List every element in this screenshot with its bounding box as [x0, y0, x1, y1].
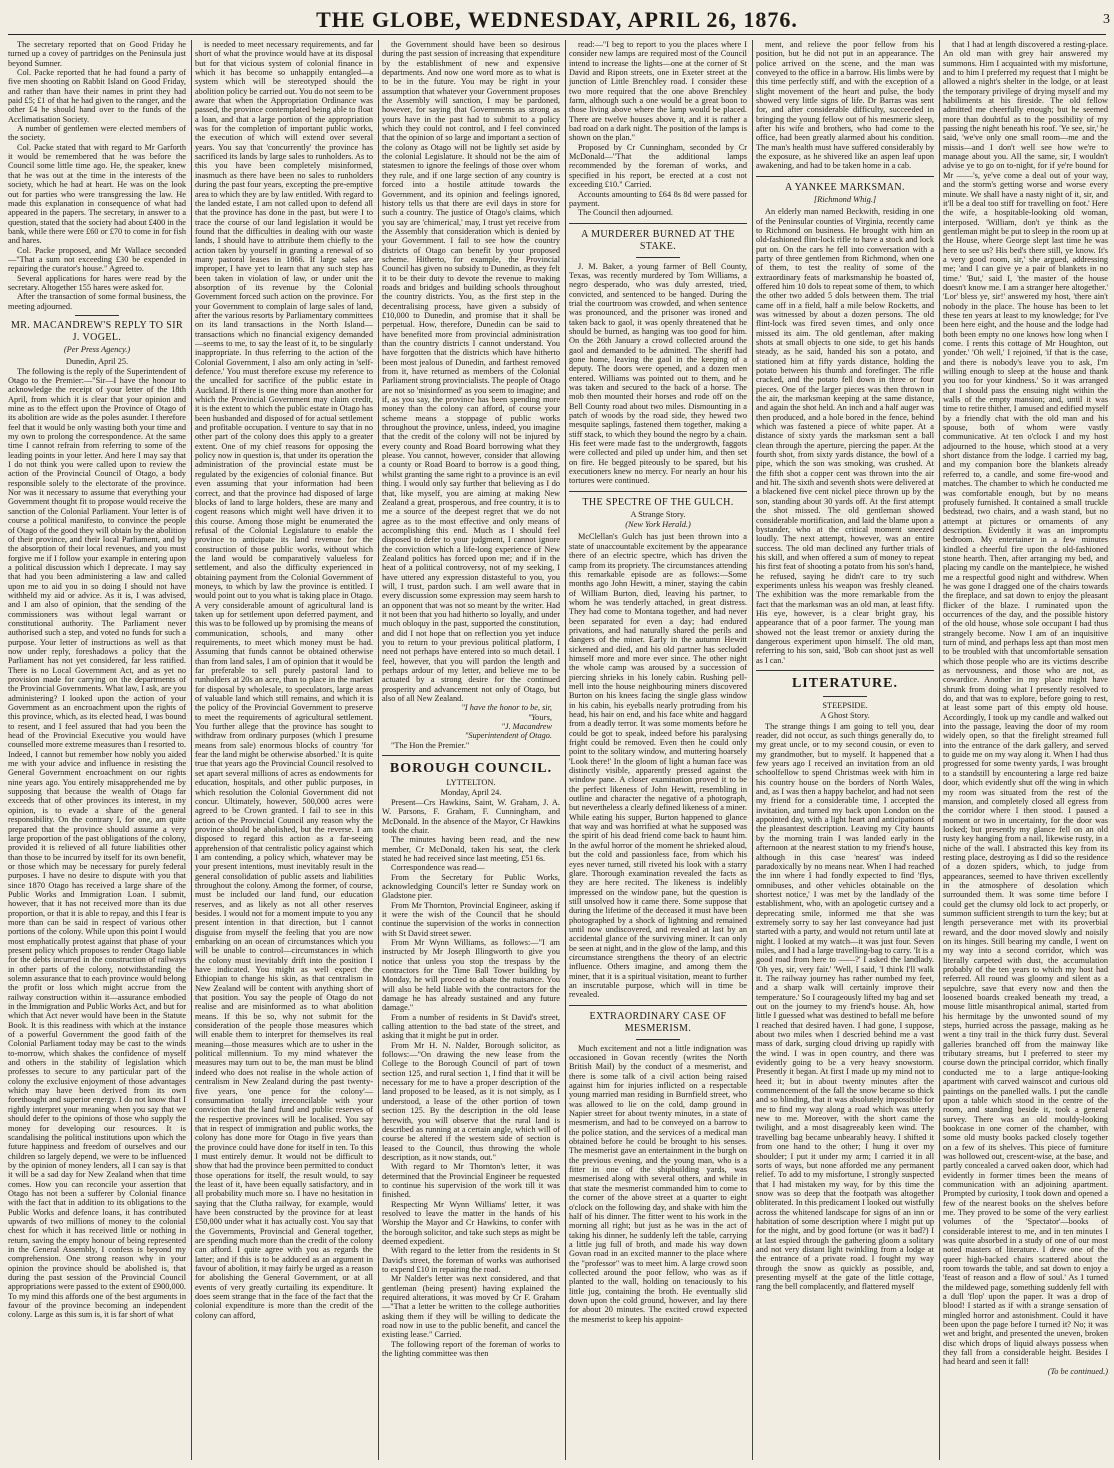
headline-mesmerism: EXTRAORDINARY CASE OF MESMERISM.	[589, 1010, 727, 1034]
byline: (New York Herald.)	[625, 520, 691, 530]
paragraph: The following is the reply of the Superintendent of Otago to the Premier:—"Sir—I have the honour to acknowledge the receipt of your letter of the 18th April, from which it is clear that your opinion and mine as to the effect upon the Province of Otago of its abolition are wide as the poles asunder. I therefore feel that it would be only wasting both your time and my own to prolong the correspondence. At the same time I cannot refrain from referring to some of the leading points in your letter. And here I may say that I do not think you were called upon to review the action of the Provincial Council of Otago, a body responsible solely to the electorate of the province. Nor was it necessary to assume that everything your Government thought fit to propose would receive the sanction of the Colonial Parliament. Your letter is of course a political manifesto, to convince the people of Otago of the good they will obtain by the abolition of their province, and their local Parliament, and by the absorption of their local revenues, and you must forgive me if I follow your example in entering upon a political discussion which I deprecate. I may say that had you been administering a law and called upon me to aid you in so doing I should not have withheld my aid or advice. As it is, I was advised, and I am also of opinion, that the sending of the commissioners was without legal warrant or constitutional authority. The Parliament never authorised such a step, and voted no funds for such a purpose. Your letter of instructions as well as that now under reply, foreshadows a policy that the Parliament has not yet considered, far less ratified. There is no Local Government Act, and as yet no provision made for carrying on the departments of the Provincial Governments. What law, I ask, are you administering? I looked upon the action of your Government as an encroachment upon the rights of this province, which, as its elected head, I was bound to resent, and I feel assured that had you been the head of the Provincial Executive you would have counselled more extreme measures than I resorted to. Indeed, I cannot but remember how nobly you aided me with your advice and influence in resisting the General Government encroachment on our rights nine years ago. You entirely misapprehended me by supposing that because the wealth of Otago far exceeds that of other provinces its interest, in my opinion, is to evade a share of the general responsibility. On the contrary I, for one, am quite prepared that the province should assume a very large proportion of the past obligations of the colony, provided it is relieved of all future liabilities other than those to be incurred by itself for its own benefit, or those which may be necessary for purely federal purposes. I have no desire to dispute with you that since 1870 Otago has received a large share of the Public Works and Immigration Loan. I submit, however, that it has not received more than its due proportion, or that it is able to repay, and this I fear is more than can be said in respect of various other portions of the colony. While upon this point I would most emphatically protest against that phase of your present policy which proposes to render Otago liable for the debts incurred in the construction of railways in other parts of the colony, notwithstanding the solemn assurance that to each province would belong the profit or loss which might accrue from the railway construction within it—assurance embodied in the Immigration and Public Works Act, and but for which that Act never would have been in the Statute Book. It is this readiness with which at the instance of a powerful Government the good faith of the Colonial Parliament today may be cast to the winds to-morrow, which shakes the confidence of myself and others in the stability of legislation which professes to secure to any particular part of the colony the exclusive enjoyment of those advantages which may have been derived from its own forethought and superior energy. I do not know that I rightly interpret your meaning when you say that we should defer to the opinions of those who supply the money for developing our resources. It is scandalising the political institutions upon which the future happiness and freedom of ourselves and our children so largely depend, we were to be influenced by the opinion of money lenders, all I can say is that it will be a sad day for New Zealand when that time comes. How you can reconcile your assertion that Otago has not been a sufferer by Colonial finance with the fact that in addition to its obligations to the Public Works and defence loans, it has contributed upwards of two millions of money to the colonial chest for which it has received little or nothing in return, saving the empty honour of being represented in the General Assembly, I confess is beyond my comprehension. One strong reason why in your opinion the province should be abolished is, that during the past session of the Provincial Council appropriations were passed to the extent of £900,000. To my mind this affords one of the best arguments in favour of the province becoming an independent colony. Large as this sum is, it is far short of what	[8, 366, 186, 1320]
column-rule	[565, 40, 566, 1460]
paragraph: is needed to meet necessary requirements, and far short of what the province would have at its disposal but for that vicious system of colonial finance in which it has become so unhappily entangled—a system which will be stereotyped should the abolition policy be carried out. You do not seem to be aware that when the Appropriation Ordinance was passed, the province contemplated being able to float a loan, and that a large portion of the appropriation was for the completion of important public works, the execution of which will extend over several years. You say that 'concurrently' the province has sacrificed its lands by large sales to runholders. As to this you have been completely misinformed, inasmuch as there have been no sales to runholders during the past four years, excepting the pre-emptive area to which they are by law entitled. With regard to the landed estate, I am not called upon to defend all that the province has done in the past, but were I to trace the course of our land legislation it would be found that the difficulties in dealing with our waste lands, I should have to attribute them chiefly to the action taken by yourself in granting a renewal of so many pastoral leases in 1866. If large sales are improper, I have yet to learn that any such step has been taken in violation of law, or under unit the absorption of its revenue by the Colonial Government forced such action on the province. For your Government to complain of large sales of land, after the various resorts by Parliamentary committees on its land transactions in the North Island—transactions which no financial exigency demanded—seems to me, to say the least of it, to be singularly inappropriate. In thus referring to the action of the Colonial Government, I also am only acting in 'self-defence.' You must therefore excuse my reference to the uncalled for sacrifice of the public estate in Auckland. If there is one thing more than another for which the Provincial Government may claim credit, it is the extent to which the public estate in Otago has been husbanded and disposed of for actual settlement and profitable occupation. I venture to say that in no other part of the colony does this apply to a greater extent. One of my chief reasons for opposing the policy now in question is, that under its operation the administration of the provincial estate must be regulated by the exigencies of colonial finance. But even assuming that your information had been correct, and that the province had disposed of large blocks of land to large holders, these are many and cogent reasons which might well have driven it to this course. Among those might be enumerated the refusal of the Colonial Legislature to enable the province to anticipate its land revenue for the construction of those public works, without which the land would be comparatively valueless for settlement, and also the difficulty experienced in obtaining payment from the Colonial Government of moneys, to which by law the province is entitled. I would point out to you what is taking place in Otago. A very considerable amount of agricultural land is taken up for settlement upon deferred payment, and this was to be followed up by promising the means of communication, schools, and many other requirements, to meet which money must be had. Assuming that funds cannot be obtained otherwise than from land sales, I am of opinion that it would be far preferable to sell purely pastoral land to runholders at 20s an acre, than to place in the market for disposal by wholesale, to speculators, large areas of valuable land which still remains, and which it is the policy of the Provincial Government to preserve to meet the requirements of agricultural settlement. You further allege that the province has sought to withdraw from ordinary purposes (which I presume means from sale) enormous blocks of country 'for fear the land might be otherwise absorbed.' It is quite true that years ago the Provincial Council resolved to set apart several millions of acres as endowments for education, hospitals, and other public purposes, in which resolution the Colonial Government did not concur. Ultimately, however, 500,000 acres were agreed to be Crown granted. I fail to see in this action of the Provincial Council any reason why the province should be abolished, but the reverse. I am disposed to regard this action as a far-seeing apprehension of that centralistic policy against which I am contending, a policy which, whatever may be your present intentions, must inevitably result in the general consolidation of public assets and liabilities throughout the colony. Among the former, of course, must be included our land fund, our education reserves, and as likely as not all other reserves besides. I would not for a moment impute to you any present intention in that direction, but I cannot disguise from myself the feeling that you are now embarking on an ocean of circumstances which you will be unable to control—circumstances in which the colony must inevitably drift into the position I have indicated. You might as well expect the Ethiopian to change his skin, as that centralism in New Zealand will be content with anything short of that position. You say the people of Otago do not realise and are misinformed as to what abolition means. If this be so, why not submit for the consideration of the people those measures which will enable them to interpret for themselves its real meaning—those measures which are to usher in the political millennium. To my mind whatever the measures may turn out to be, the man must be blind indeed who does not realise in the whole action of centralism in New Zealand during the past twenty-five years, 'one pence for the colony'—consummation totally irreconcilable with your conviction that the land fund and public reserves of the respective provinces will be localised. You say that in respect of immigration and public works, the colony has done more for Otago in five years than the province could have done for itself in ten. To this I must entirely demur. It would not be difficult to show that had the province been permitted to conduct those operations for itself, the result would, to say the least of it, have been equally satisfactory, and in all probability much more so. I have no hesitation in saying that the Clutha railway, for example, would have been constructed by the province for at least £50,000 under what it has actually cost. You say that the Governments, Provincial and General together, are spending much more than the credit of the colony can afford. I quite agree with you as regards the latter; and if this is to be adduced as an argument in favour of abolition, it may fairly be urged as a reason for abolishing the General Government, or at all events of very greatly curtailing its expenditure. It does seem strange that in the face of the fact that the colonial expenditure is more than the credit of the colony can afford,	[195, 40, 373, 1320]
dateline: Monday, April 24.	[440, 788, 502, 798]
paragraph: From Mr Wynn Williams, as follows:—"I am instructed by Mr Joseph Illingworth to give you notice that unless you stop the trespass by the contractors for the Time Ball Tower building by Monday, he will proceed to abate the nuisance. You will also be held liable with the contractors for the damage he has already sustained and any future damage."	[382, 937, 560, 1013]
paragraph: Accounts amounting to £64 8s 8d were passed for payment.	[569, 189, 747, 208]
paragraph: Correspondence was read—	[391, 863, 485, 873]
column-rule	[191, 40, 192, 1460]
column-2	[195, 40, 373, 1460]
paragraph: An elderly man named Beckwith, residing in one of the Peninsular counties of Virginia, recently came to Richmond on business. He brought with him an old-fashioned flint-lock rifle to have a stock and lock put on. On the cars he fell into conversation with a party of three gentlemen from Richmond, when one of them, to test the reality of some of the extraordinary feats of marksmanship he boasted of, offered him 10 dols to repeat some of them, to which the other two added 5 dols between them. The trial came off in a field, half a mile below Rocketts, and was witnessed by about a dozen persons. The old flint-lock was fired seven times, and only once missed its aim. The old gentleman, after making shots at small objects to one side, to get his hands steady, as he said, handed his son a potato, and stationed him at fifty yards distance, holding the potato between his thumb and forefinger. The rifle cracked, and the potato fell down in three or four pieces. One of the larger pieces was then thrown in the air, the marksman keeping at the same distance, and again the shot held. An inch and a half auger was then produced, and a hole bored in the fence, behind which was fastened a piece of white paper. At a distance of sixty yards the marksman sent a ball clean through the aperture, piercing the paper. At the fourth shot, from sixty yards distance, the bowl of a pipe, which the son was smoking, was crushed. At the fifth shot a copper cent was thrown into the air and hit. The sixth and seventh shots were delivered at a blackened five cent nickel piece thrown up by the son, standing about 30 yards off. At the first attempt the shot missed. The old gentleman showed considerable mortification, and laid the blame upon a bystander, who at the critical moment sneezed loudly. The next attempt, however, was an entire success. The old man declined any further trials of his skill, and when offered a sum of money to repeat his first feat of shooting a potato from his son's hand, he refused, saying he didn't care to try such experiments unless his weapon was freshly cleaned. The exhibition was the more remarkable from the fact that the marksman was an old man, at least fifty. His eye, however, is a clear bright gray, his appearance that of a poor farmer. The young man showed not the least tremor or anxiety during the dangerous experiment upon himself. The old man, referring to his son, said, 'Bob can shoot just as well as I can.'	[756, 207, 934, 665]
paragraph: Several applications for hares were read by the secretary. Altogether 155 hares were asked for.	[8, 273, 186, 292]
paragraph: Mr Nalder's letter was next considered, and that gentleman (being present) having explained the required alterations, it was moved by Cr F. Graham—"That a letter be written to the college authorities asking them if they will be willing to dedicate the road now in use to the public benefit, and cancel the existing lease." Carried.	[382, 1274, 560, 1340]
paragraph: A number of gentlemen were elected members of the society.	[8, 124, 186, 143]
newspaper-title: THE GLOBE, WEDNESDAY, APRIL 26, 1876.	[316, 7, 798, 32]
column-3	[382, 40, 560, 1460]
paragraph: The Council then adjourned.	[578, 208, 673, 218]
divider	[569, 491, 747, 492]
paragraph: Col. Packe proposed, and Mr Wallace seconded—"That a sum not exceeding £30 be expended in repairing the curator's house." Agreed to.	[8, 245, 186, 274]
divider	[756, 670, 934, 671]
letter-closing: "Yours,	[527, 712, 552, 722]
paragraph: that I had at length discovered a resting-place. An old man with grey hair answered my summons. Him I acquainted with my misfortune, and to him I preferred my request that I might be allowed a night's shelter in the lodge, or at least the temporary privilege of drying myself and my habiliments at his fireside. The old fellow admitted me cheerfully enough; but he seemed more than doubtful as to the possibility of my passing the night beneath his roof. 'Ye see, sir,' he said, 'we've only one small room—me and the missis—and I don't well see how we're to manage about you. All the same, sir, I wouldn't advise ye to go on to-night, for if ye're bound for Mr ——'s, ye've come a deal out of your way, and the storm's getting worse and worse every minute. We shall have a nasty night of it, sir, and it'll be a deal too stiff for travelling on foot.' Here the wife, a hospitable-looking old woman, interposed. 'William, don't ye think as the gentleman might be put to sleep in the room up at the House, where George slept last time he was here to see us? His bed's there still, ye know. It's a very good room, sir,' she argued, addressing me; 'and I can give ye a pair of blankets in no time.' 'But,' said I, 'the master of the house doesn't know me. I am a stranger here altogether.' 'Lor' bless ye, sir!' answered my host, 'there ain't nobody in the place. The house has been to let these ten years at least to my knowledge; for I've been here eight, and the house and the lodge had both been empty no one knows how long when I come. I rents this cottage of Mr Houghton, out yonder.' 'Oh well,' I rejoined, 'if that is the case, and there is nobody's leave you to ask, I'm willing enough to sleep at the house and thank you too for your kindness.' So it was arranged that I should pass the ensuing night within the walls of the empty mansion; and, until it was time to retire thither, I amused and edified myself by a friendly chat with the old man and his spouse, both of whom were vastly communicative. At ten o'clock I and my host adjourned to the house, which stood at a very short distance from the lodge. I carried my bag, and my companion bore the blankets already referred to, a candle, and some fire-wood and matches. The chamber to which he conducted me was comfortable enough, but by no means profusely furnished. It contained a small truckle bedstead, two chairs, and a wash stand, but no attempt at pictures or ornaments of any description. Evidently it was an impromptu bedroom. My entertainer in a few minutes kindled a cheerful fire upon the old-fashioned stone hearth. Then, after arranging my bed, and placing my candle on the mantelpiece, he wished me a respectful good night and withdrew. When he was gone I dragged one of the chairs towards the fireplace, and sat down to enjoy the pleasant flicker of the blaze. I ruminated upon the occurrences of the day, and the possible history of the old house, whose sole occupant I had thus strangely become. Now I am of an inquisitive turn of mind, and perhaps less apt than most men to be troubled with that uncomfortable sensation which those people who are its victims describe as nervousness, and those who are not, as cowardice. Another in my place might have shrunk from doing what I presently resolved to do, and that was to explore, before going to rest, at least some part of this empty old house. Accordingly, I took up my candle and walked out into the passage, leaving the door of my room widely open, so that the firelight streamed full into the entrance of the dark gallery, and served to guide me on my way along it. When I had thus progressed for some twenty yards, I was brought to a standstill by encountering a large red baize door, which evidently shut off the wing in which my room was situated from the rest of the mansion, and completely closed all egress from the corridor where I then stood. I paused a moment or two in uncertainty, for the door was locked; but presently my glance fell on an old rusty key hanging from a nail, likewise rusty, in a niche of the wall. I abstracted this key from its resting place, destroying as I did so the residence of a dozen spiders, which, to judge from appearances, seemed to have thriven excellently in the atmosphere of desolation which surrounded them. It was some time before I could get the clumsy old lock to act properly, or summon sufficient strength to turn the key; but at length perseverance met with its proverbial reward, and the door moved slowly and noisily on its hinges. Still bearing my candle, I went on my way into a second corridor, which was literally carpeted with dust, the accumulation probably of the ten years to which my host had referred. All round was gloomy and silent as a sepulchre, save that every now and then the loosened boards creaked beneath my tread, a mouse little misanthropical animal, started from his hermitage by the unwonted sound of my steps, hurried across the passage, making as he went a tiny trail in the thick furry dust. Several galleries branched off from the mainway like tributary streams, but I preferred to steer my course down the principal corridor, which finally conducted me to a large antique-looking apartment with carved wainscot and curious old paintings on the panelled walls. I put the candle upon a table which stood in the centre of the room, and standing beside it, took a general survey. There was an old mouldy-looking bookcase in one corner of the chamber, with some old musty books packed closely together on a few of its shelves. This piece of furniture was hollowed out, crescent-wise, at the base, and partly concealed a carved oaken door, which had evidently in former times been the means of communication with an adjoining apartment. Prompted by curiosity, I took down and opened a few of the nearest books on the shelves before me. They proved to be some of the very earliest volumes of the 'Spectator'—books of considerable interest to me, and in ten minutes I was quite absorbed in a study of one of our most noted masters of literature. I drew one of the queer high-backed chairs scattered about the room towards the table, and sat down to enjoy a 'feast of reason and a flow of soul.' As I turned the mildewed page, something suddenly fell with a dull 'flop' upon the paper. It was a drop of blood! I started as if with a strange sensation of mingled horror and astonishment. Could it have been upon the page before I turned it? No; it was wet and bright, and presented the uneven, broken disc which drops of liquid always possess when they fall from a considerable height. Besides I had heard and seen it fall!	[943, 40, 1108, 1367]
divider	[636, 1039, 680, 1040]
paragraph: Proposed by Cr Cunningham, seconded by Cr McDonald—"That the additional lamps recommended by the foreman of works, and specified in his report, be erected at a cost not exceeding £10." Carried.	[569, 142, 747, 190]
divider	[636, 257, 680, 258]
dateline: Dunedin, April 25.	[65, 357, 129, 367]
paragraph: ment, and relieve the poor fellow from his position, but he did not put in an appearance. The police arrived on the scene, and the man was conveyed to the office in a barrow. His limbs were by this time perfectly stiff, and with the exception of a slight movement of the heart and pulse, the body showed very little signs of life. Dr Barras was sent for, and after considerable difficulty, succeeded in bringing the young fellow out of his mesmeric sleep, after his wife and brothers, who had come to the office, had been greatly alarmed about his condition. The man's health must have suffered considerably by the exposure, as he shivered like an aspen leaf upon awakening, and had to be taken home in a cab.	[756, 40, 934, 171]
paragraph: The secretary reported that on Good Friday he turned up a covey of partridges on the Peninsula just beyond Sumner.	[8, 40, 186, 68]
paragraph: Col. Packe reported that he had found a party of five men shooting on Rabbit Island on Good Friday, and rather than have their names in print they had paid £5; £1 of that he had given to the ranger, and the other £4 he should hand over to the funds of the Acclimatisation Society.	[8, 68, 186, 124]
divider	[823, 696, 867, 697]
divider	[569, 223, 747, 224]
byline: (Per Press Agency.)	[63, 344, 131, 354]
subheading: A Strange Story.	[630, 509, 686, 519]
letter-addressee: "The Hon the Premier."	[391, 740, 470, 750]
headline-murderer-burned: A MURDERER BURNED AT THE STAKE.	[581, 228, 735, 252]
paragraph: From the Secretary for Public Works, acknowledging Council's letter re Sunday work on Gladstone pier.	[382, 872, 560, 901]
masthead-rule	[8, 34, 1106, 35]
page-number: 3	[1103, 12, 1110, 27]
column-rule	[378, 40, 379, 1460]
subheading: LYTTELTON.	[446, 778, 496, 788]
letter-closing: "I have the honor to be, sir,	[461, 703, 552, 713]
headline-borough-council: BOROUGH COUNCIL.	[389, 761, 553, 777]
letter-signature: "J. Macandrew	[501, 722, 552, 732]
paragraph: J. M. Baker, a young farmer of Bell County, Texas, was recently murdered by Tom Williams, a negro desperado, who was duly arrested, tried, convicted, and sentenced to be hanged. During the trial the courtroom was crowded, and when sentence was pronounced, and the prisoner was ironed and taken back to gaol, it was openly threatened that he should be burned, as hanging was too good for him. On the 26th January a crowd collected around the gaol and demanded to be admitted. The sheriff had gone home, leaving the gaol in the keeping of a deputy. The doors were opened, and a dozen men entered. Williams was pointed out to them, and he was taken and secured to the back of a horse. The mob then mounted their horses and rode off on the Bell County road about two miles. Dismounting in a patch of woods by the road side, they hewed two mesquite saplings, fastened them together, making a stiff stack, to which they bound the negro by a chain. His feet were made fast to the undergrowth, faggots were collected and piled up under him, and then set on fire. He begged piteously to be spared, but his executioners knew no mercy. For nearly an hour his tortures were continued.	[569, 261, 747, 486]
headline-yankee-marksman: A YANKEE MARKSMAN.	[785, 181, 905, 193]
headline-spectre-gulch: THE SPECTRE OF THE GULCH.	[582, 496, 734, 508]
column-rule	[939, 40, 940, 1460]
continued-note: (To be continued.)	[1047, 1366, 1108, 1376]
column-5	[756, 40, 934, 1460]
paragraph: Much excitement and not a little indignation was occasioned in Govan recently (writes the North British Mail) by the conduct of a mesmerist, and there is some talk of a civil action being raised against him for injuries inflicted on a respectable young married man residing in Burnfield street, who was allowed to lie on the cold, damp ground in Napier street for about twenty minutes, in a state of mesmerism, and had to be conveyed on a barrow to the police station, and the services of a medical man obtained before he could be brought to his senses. The mesmerist gave an entertainment in the burgh on the previous evening, and the young man, who is a fitter in one of the shipbuilding yards, was mesmerised along with several others, and while in that state the mesmerist commanded him to come to the corner of the above street at a quarter to eight o'clock on the following day, and shake with him the half of his dinner. The fitter went to his work in the morning all right; but just as he was in the act of taking his dinner, he suddenly left the table, carrying a little jug full of broth, and made his way down Govan road in an excited manner to the place where the "professor" was to meet him. A large crowd soon collected around the poor fellow, who was as if planted to the wall, holding on tenaciously to his little jug, containing the broth. He eventually slid down upon the cold ground, however, and lay there for about 20 minutes. The excited crowd expected the mesmerist to keep his appoint-	[569, 1043, 747, 1324]
paragraph: The minutes having been read, and the new member, Cr McDonald, taken his seat, the clerk stated he had received since last meeting, £51 6s.	[382, 835, 560, 863]
headline-literature: LITERATURE.	[791, 676, 899, 691]
paragraph: With regard to Mr Thornton's letter, it was determined that the Provincial Engineer be requested to continue his supervision of the work till it was finished.	[382, 1162, 560, 1200]
divider	[756, 176, 934, 177]
divider	[75, 315, 119, 316]
subheading: STEEPSIDE.	[822, 701, 868, 710]
column-1	[8, 40, 186, 1460]
column-6	[943, 40, 1108, 1460]
byline: [Richmond Whig.]	[813, 194, 877, 204]
paragraph: McClellan's Gulch has just been thrown into a state of unaccountable excitement by the appearance there of an electric spectre, which has driven the camp from its propriety. The circumstances attending this remarkable episode are as follows:—Some months ago John Hewitt, a miner, staying the cabin of William Burton, died, leaving his partner, to whom he was tenderly attached, in great distress. They had come to Montana together, and had never been separated for even a day; had endured privations, and had naturally shared the perils and dangers of the miner. Early in the autumn Hewitt sickened and died, and his old partner has secluded himself more and more ever since. The other night the whole camp was aroused by a succession of piercing shrieks in his lonely cabin. Rushing pell-mell into the house neighbouring miners discovered Burton on his knees facing the single glass window in his cabin, his eyeballs nearly protruding from his head, his hair on end, and his face white and haggard from a deadly terror. It was some moments before he could be got to speak, indeed before his paralysing fright could be removed. Even then he could only point to the solitary window, and muttering hoarsely 'Look there!' In the gloom of light a human face was distinctly visible, apparently pressed against the window pane. A closer examination proved it to be the perfect likeness of John Hewitt, resembling in outline and character the negative of a photograph, but nevertheless a clearly defined likeness of a miner. While eating his supper, Burton happened to glance that way and was horrified at what he supposed was the spirit of his dead friend come back to haunt him. In the awful horror of the moment he shrieked aloud, but the cold and passionless face, from which his eyes never turned, still riveted his look with a starry glare. Thorough examination revealed the facts as they are here recited. The likeness is indelibly impressed on the window pane, but the question is still unsolved how it came there. Some suppose that during the lifetime of the deceased it must have been photographed by a shock of lightning and remained until now undiscovered, and revealed at last by an accidental glance of the surviving miner. It can only be seen at night, and in the glow of the lamp, and this circumstance strengthens the theory of an electric influence. Others imagine, and among them the miner, that it is a spiritual visitation, meant to further an inscrutable purpose, which will in time be revealed.	[569, 532, 747, 1000]
newspaper-columns	[8, 40, 1108, 1460]
column-4	[569, 40, 747, 1460]
paragraph: After the transaction of some formal business, the meeting adjourned.	[8, 292, 186, 311]
paragraph: Present—Crs Hawkins, Saint, W. Graham, J. A. W. Parsons, F. Graham, F. Cunningham, and McDonald. In the absence of the Mayor, Cr Hawkins took the chair.	[382, 797, 560, 835]
paragraph: read:—"I beg to report to you the places where I consider new lamps are required most of the Council intend to increase the lights—one at the corner of St David and Ripon streets, one in Exeter street at the junction of Little Brenchley road. I consider these two more required that the one above Brenchley farm, although such a one would be a great boon to those living above where the lamp would be placed. There are twelve houses above it, and it is rather a bad road on a dark night. The position of the lamps is shown on the plan."	[569, 40, 747, 143]
headline-macandrew-reply: MR. MACANDREW'S REPLY TO SIR J. VOGEL.	[10, 319, 184, 343]
subheading: A Ghost Story.	[820, 711, 870, 721]
paragraph: the Government should have been so desirous during the past session of increasing that expenditure by the establishment of new and expensive departments. And now one word more as to what is to be in the future. You may be right in your assumption that whatever your Government proposes the Assembly will sanction, I may be pardoned, however, for saying that Governments as strong as yours have in the past had to submit to a policy which they could not control, and I feel convinced that the opinion of so large and important a section of the colony as Otago will not be lightly set aside by the colonial Legislature. It should not be the aim of statesmen to ignore the feelings of those over whom they rule, and if one large section of any country is forced into a hostile attitude towards the Government, and its opinion and feelings ignored, history tells us that there are evil days in store for such a country. The justice of Otago's claims, which you say are 'chimerical,' may, I trust yet receive from the Assembly that consideration which is denied by your Government. I fail to see how the country districts of Otago can benefit by your proposed scheme. Hitherto, for example, the Provincial Council has given no subsidy to Dunedin, as they felt it to be their duty to devote the revenue to making roads and bridges and building schools throughout the country districts. You, as the first step in the decentralising process, have given a subsidy of £10,000 to Dunedin, and promise that it shall be perpetual. How, therefore, Dunedin can be said to have benefited more from provincial administration than the country districts I cannot understand. You have forgotten that the districts which have hitherto been most jealous of Dunedin, and farthest removed from it, have returned as members of the Colonial Parliament strong provincialists. The people of Otago are not so 'misinformed' as you seem to imagine; and if, as you say, the province has been spending more money than the colony can afford, of course your scheme means a stoppage of public works throughout the province, unless, indeed, you imagine that the credit of the colony will not be injured by every county and Road Board borrowing what they please. You cannot, however, consider that allowing a county or Road Board to borrow is a good thing, whilst granting the same right to a province is an evil thing. I would only say further that believing as I do that, like myself, you are aiming at making New Zealand a great, prosperous, and free country, it is to me a source of the deepest regret that we do not agree as to the most effective and only means of accomplishing this end. Much as I should feel disposed to defer to your judgment, I cannot ignore the conviction which a life-long experience of New Zealand politics has forced upon me; and if in the heat of a political controversy, not of my seeking, I have uttered any expression distasteful to you, you will, I trust, pardon such. I am well aware that in every discussion some expression may seem harsh to an opponent that was not so meant by the writer. Had it not been that you had hitherto so loyally, and under much obloquy in the past, supported the constitution, and did I not hope that on reflection you yet induce you to return to your previous political platform, I need not perhaps have entered into so much detail. I feel, however, that you will pardon the length and perhaps ardour of my letter, and believe me to be actuated by a strong desire for the continued prosperity and advancement not only of Otago, but also of all New Zealand.	[382, 40, 560, 704]
paragraph: From Mr Thornton, Provincial Engineer, asking if it were the wish of the Council that he should continue the supervision of the works in connection with St David street sewer.	[382, 900, 560, 938]
divider	[569, 1005, 747, 1006]
paragraph: From a number of residents in St David's street, calling attention to the bad state of the street, and asking that it might be put in order.	[382, 1012, 560, 1041]
masthead	[0, 0, 1114, 34]
paragraph: Col. Packe stated that with regard to Mr Garforth it would be remembered that he was before the Council some little time ago. He, the speaker, knew that he was out at the time in the interests of the society, which he had at heart. He was on the look out for parties who were transgressing the law. He made this explanation in consequence of what had appeared in the papers. The secretary, in answer to a question, stated that the society had about £400 in the bank, while there were £60 or £70 to come in for fish and hares.	[8, 142, 186, 246]
letter-signature-title: "Superintendent of Otago.	[464, 731, 552, 741]
paragraph: The strange things I am going to tell you, dear reader, did not occur, as such things generally do, to my great uncle, or to my second cousin, or even to my grandmother, but to myself. It happened that a few years ago I received an invitation from an old schoolfellow to spend Christmas week with him in his country house on the borders of North Wales, and, as I was then a happy bachelor, and had not seen my friend for a considerable time, I accepted the invitation, and turned my back upon London on the appointed day, with a light heart and anticipations of the pleasantest description. Leaving my City haunts by the morning train I was landed early in the afternoon at the nearest station to my friend's house, although in this case 'nearest' was indeed paradoxically by no means near. When I had reached the inn where I had fondly expected to find 'flys, omnibuses, and other vehicles obtainable on the shortest notice,' I was met by the landlady of the establishment, who, with an apologetic curtsey and a deprecating smile, informed me that she was extremely sorry to say her last conveyance had just started with a party, and would not return until late at night. I looked at my watch—it was just four. Seven miles, and I had a large travelling-bag to carry. 'It is a good road from here to ——?' I asked the landlady. 'Oh yes, sir, very fair.' 'Well, I said, 'I think I'll walk it. The railway journey has rather numbed my feet, and a sharp walk will certainly improve their temperature.' So I courageously lifted my bag and set out on the journey to my friend's house. Ah, how little I guessed what was destined to befall me before I reached that desired haven. I had gone, I suppose, about two miles when I descried behind me a vast mass of dark, surging cloud driving up rapidly with the wind. I was in open country, and there was evidently going to be a very heavy snowstorm. Presently it began. At first I made up my mind not to heed it; but in about twenty minutes after the commencement of the fall the snow became so thick and so blinding, that it was absolutely impossible for me to find my way along a road which was utterly new to me. Moreover, with the short came the twilight, and a most disagreeably keen wind. The travelling bag became unbearably heavy. I shifted it from one hand to the other; I hung it over my shoulder; I put it under my arm; I carried it in all sorts of ways, but none afforded me any permanent relief. To add to my misfortune, I strongly suspected that I had mistaken my way, for by this time the snow was so deep that the footpath was altogether obliterated. In this predicament I looked out wistfully across the whitened landscape for signs of an inn or habitation of some description where I might put up for the night, and by good fortune (or was it bad?) I at last espied through the gathering gloom a solitary and not very distant light twinkling from a lodge at the entrance of a private road. I fought my way through the snow as quickly as possible, and, presenting myself at the gate of the little cottage, rang the bell complacently, and flattered myself	[756, 721, 934, 1292]
paragraph: Respecting Mr Wynn Williams' letter, it was resolved to leave the matter in the hands of his Worship the Mayor and Cr Hawkins, to confer with the borough solicitor, and take such steps as might be deemed expedient.	[382, 1199, 560, 1246]
paragraph: With regard to the letter from the residents in St David's street, the foreman of works was authorised to expend £10 in repairing the road.	[382, 1246, 560, 1274]
column-rule	[752, 40, 753, 1460]
divider	[382, 755, 560, 756]
paragraph: The following report of the foreman of works to the lighting committee was then	[382, 1339, 560, 1359]
paragraph: From Mr H. N. Nalder, Borough solicitor, as follows:—"On drawing the new lease from the College to the Borough Council of part of town section 125, and rural section 1, I find that it will be necessary for me to have a proper description of the land proposed to be leased, as it is not simply, as I understood, a lease of the other portion of town section 125. By the description in the old lease herewith, you will observe that the rural land is described as running at a certain angle, which will of course be altered if the western side of section is leased to the Council, thus throwing the whole description, as it now stands, out."	[382, 1040, 560, 1162]
